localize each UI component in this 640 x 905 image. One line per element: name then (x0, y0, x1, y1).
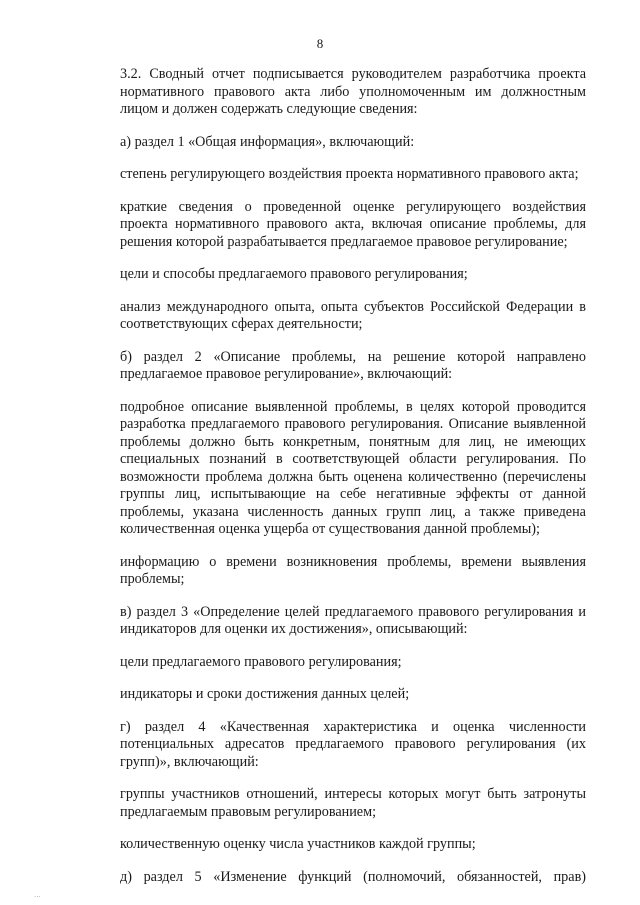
paragraph-participant-count: количественную оценку числа участников каждой группы; (120, 836, 476, 852)
paragraph-section-1-heading: а) раздел 1 «Общая информация», включающий: (120, 133, 415, 150)
paragraph-international-experience: анализ международного опыта, опыта субъектов Российской Федерации в соответствующих сферах деятельности; (120, 298, 586, 332)
paragraph-problem-time: информацию о времени возникновения проблемы, времени выявления проблемы; (120, 553, 586, 587)
paragraph-problem-description: подробное описание выявленной проблемы, в целях которой проводится разработка предлагаемого правового регулирования. Описание выявленной проблемы должно быть конкретным, понятным для лиц, не имеющих специальных познаний в соответствующей области регулирования. По возможности проблема должна быть оценена количественно (перечислены группы лиц, испытывающие на себе негативные эффекты от данной проблемы, указана численность данных групп лиц, а также приведена количественная оценка ущерба от существования данной проблемы); (120, 398, 586, 537)
paragraph-section-4-heading: г) раздел 4 «Качественная характеристика и оценка численности потенциальных адресатов предлагаемого правового регулирования (их групп)», включающий: (120, 718, 586, 770)
paragraph-regulatory-impact-degree: степень регулирующего воздействия проекта нормативного правового акта; (120, 166, 579, 182)
paragraph-indicators-deadlines: индикаторы и сроки достижения данных целей; (120, 686, 410, 702)
scan-speck: ·‧· (34, 893, 41, 901)
paragraph-section-3-heading: в) раздел 3 «Определение целей предлагаемого правового регулирования и индикаторов для оценки их достижения», описывающий: (120, 603, 586, 637)
paragraph-3-2-intro: 3.2. Сводный отчет подписывается руководителем разработчика проекта нормативного правового акта либо уполномоченным им должностным лицом и должен содержать следующие сведения: (120, 66, 586, 117)
paragraph-regulation-goals: цели предлагаемого правового регулирования; (120, 653, 402, 670)
document-body (120, 66, 586, 886)
paragraph-goals-methods: цели и способы предлагаемого правового регулирования; (120, 266, 468, 282)
paragraph-section-2-heading: б) раздел 2 «Описание проблемы, на решение которой направлено предлагаемое правовое регулирование», включающий: (120, 348, 586, 382)
paragraph-brief-assessment-info: краткие сведения о проведенной оценке регулирующего воздействия проекта нормативного правового акта, включая описание проблемы, для решения которой разрабатывается предлагаемое правовое регулирование; (120, 198, 586, 250)
paragraph-section-5-heading: д) раздел 5 «Изменение функций (полномочий, обязанностей, прав) (120, 868, 586, 885)
page-number: 8 (316, 36, 324, 51)
paragraph-participant-groups: группы участников отношений, интересы которых могут быть затронуты предлагаемым правовым регулированием; (120, 786, 586, 820)
